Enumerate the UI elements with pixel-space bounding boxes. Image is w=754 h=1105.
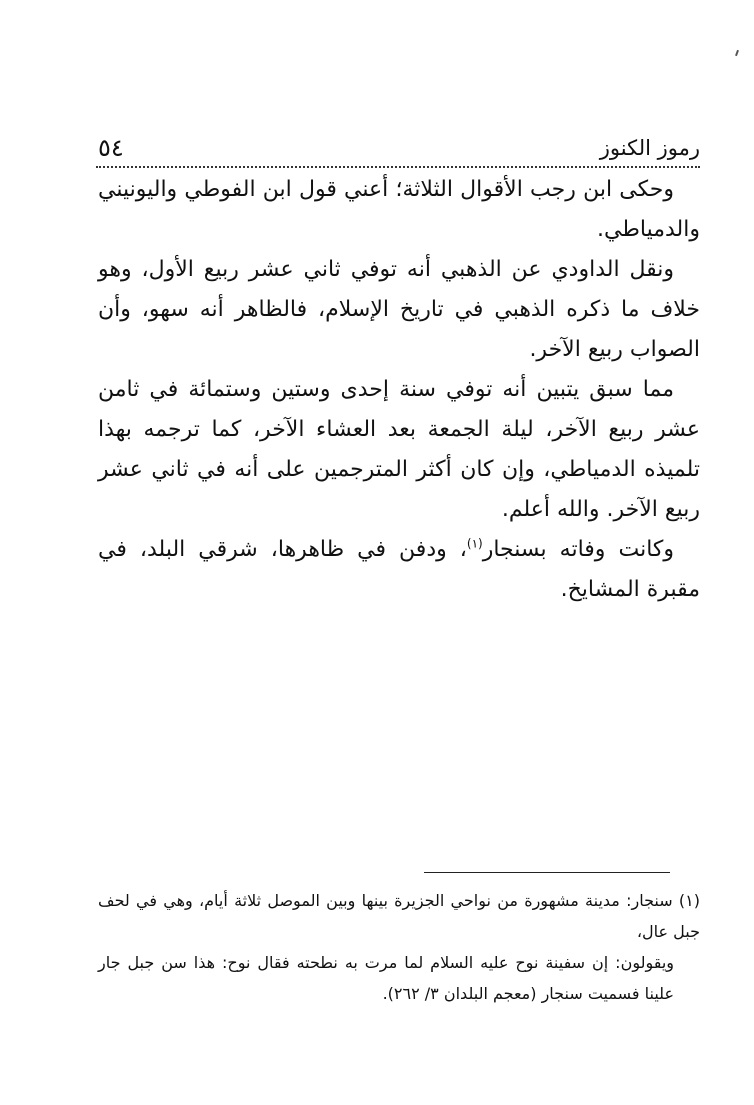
paragraph-4 xyxy=(98,530,700,610)
paragraph-4-start: وكانت وفاته بسنجار xyxy=(482,537,674,562)
footnote-separator xyxy=(424,872,670,873)
footnote-1-continuation: ويقولون: إن سفينة نوح عليه السلام لما مرت به نطحته فقال نوح: هذا سن جبل جار علينا فسميت سنجار (معجم البلدان ٣/ ٢٦٢). xyxy=(98,953,674,1003)
footnote-ref: (١) xyxy=(466,536,483,551)
footnotes xyxy=(98,885,700,1009)
footnote-1: (١) سنجار: مدينة مشهورة من نواحي الجزيرة بينها وبين الموصل ثلاثة أيام، وهي في لحف جبل عال، xyxy=(98,891,700,941)
running-title: رموز الكنوز xyxy=(599,136,700,160)
paragraph-4-end: ، ودفن في ظاهرها، شرقي البلد، في مقبرة المشايخ. xyxy=(98,537,700,602)
paragraph-3: مما سبق يتبين أنه توفي سنة إحدى وستين وستمائة في ثامن عشر ربيع الآخر، ليلة الجمعة بعد العشاء الآخر، كما ترجمه بهذا تلميذه الدمياطي، وإن كان أكثر المترجمين على أنه في ثاني عشر ربيع الآخر. والله أعلم. xyxy=(98,377,700,522)
main-text xyxy=(98,170,700,610)
page-header xyxy=(96,132,700,168)
page-number: ٥٤ xyxy=(98,134,124,162)
scan-speck xyxy=(735,50,739,56)
paragraph-2: ونقل الداودي عن الذهبي أنه توفي ثاني عشر ربيع الأول، وهو خلاف ما ذكره الذهبي في تاريخ الإسلام، فالظاهر أنه سهو، وأن الصواب ربيع الآخر. xyxy=(98,257,700,362)
paragraph-1: وحكى ابن رجب الأقوال الثلاثة؛ أعني قول ابن الفوطي واليونيني والدمياطي. xyxy=(98,177,700,242)
